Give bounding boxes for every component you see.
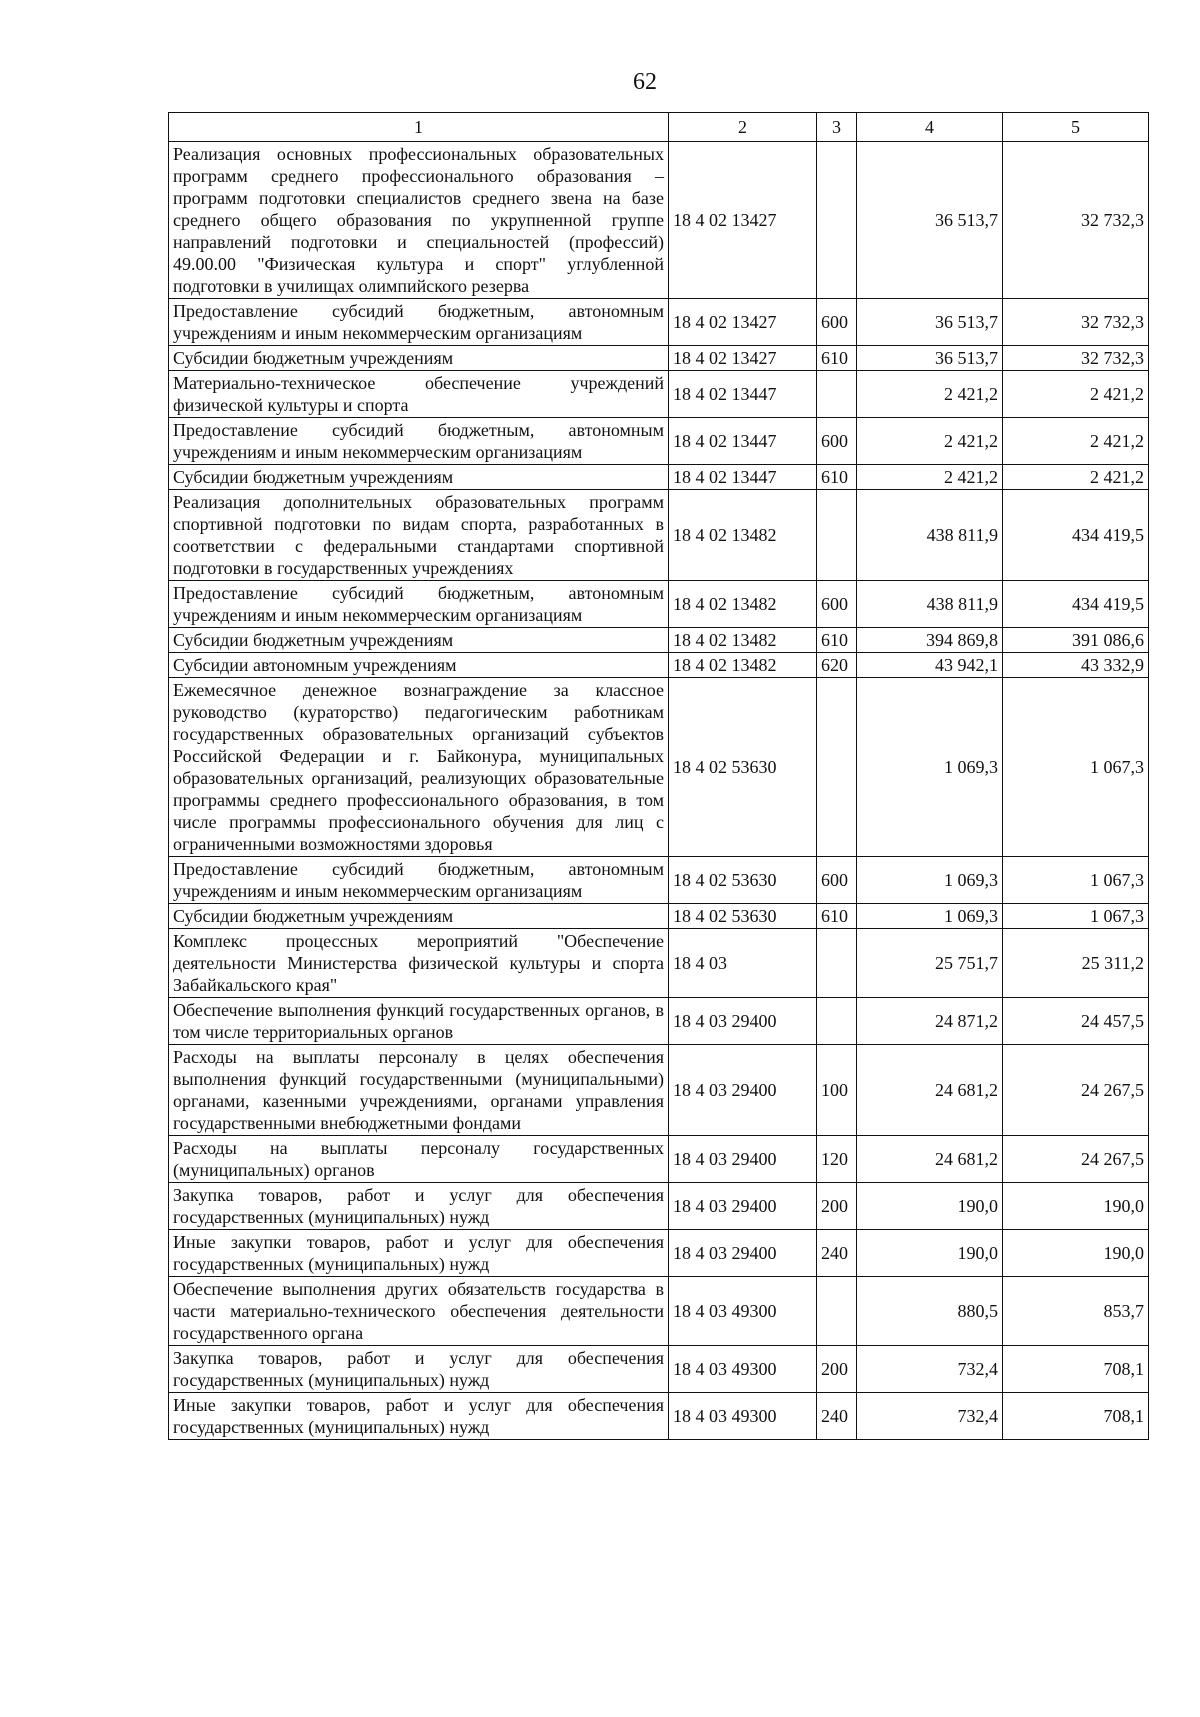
row-code-cell: 18 4 02 13427 <box>669 142 817 299</box>
table-row <box>169 581 1149 628</box>
row-value-col4-cell: 36 513,7 <box>857 142 1003 299</box>
row-value-col4-cell: 732,4 <box>857 1393 1003 1440</box>
row-name-cell: Субсидии автономным учреждениям <box>169 653 669 678</box>
row-value-col4-cell: 190,0 <box>857 1183 1003 1230</box>
column-header-3: 3 <box>817 113 857 142</box>
row-name-cell: Закупка товаров, работ и услуг для обеспечения государственных (муниципальных) нужд <box>169 1183 669 1230</box>
table-row <box>169 678 1149 857</box>
row-value-col4-cell: 2 421,2 <box>857 465 1003 490</box>
row-value-col5-cell: 434 419,5 <box>1003 490 1149 581</box>
row-value-col4-cell: 732,4 <box>857 1346 1003 1393</box>
row-value-col4-cell: 43 942,1 <box>857 653 1003 678</box>
row-value-col4-cell: 880,5 <box>857 1277 1003 1346</box>
row-code-cell: 18 4 03 49300 <box>669 1393 817 1440</box>
row-value-col5-cell: 2 421,2 <box>1003 371 1149 418</box>
row-name-cell: Предоставление субсидий бюджетным, автономным учреждениям и иным некоммерческим организациям <box>169 581 669 628</box>
row-type-cell: 600 <box>817 299 857 346</box>
row-value-col5-cell: 24 267,5 <box>1003 1045 1149 1136</box>
row-code-cell: 18 4 02 13482 <box>669 490 817 581</box>
row-value-col4-cell: 394 869,8 <box>857 628 1003 653</box>
row-value-col5-cell: 708,1 <box>1003 1393 1149 1440</box>
row-value-col5-cell: 853,7 <box>1003 1277 1149 1346</box>
row-value-col5-cell: 25 311,2 <box>1003 929 1149 998</box>
table-row <box>169 1230 1149 1277</box>
row-type-cell: 600 <box>817 581 857 628</box>
row-value-col4-cell: 25 751,7 <box>857 929 1003 998</box>
row-value-col5-cell: 1 067,3 <box>1003 904 1149 929</box>
row-code-cell: 18 4 02 53630 <box>669 904 817 929</box>
table-row <box>169 1183 1149 1230</box>
row-code-cell: 18 4 03 <box>669 929 817 998</box>
row-type-cell <box>817 490 857 581</box>
row-value-col4-cell: 1 069,3 <box>857 678 1003 857</box>
row-value-col4-cell: 438 811,9 <box>857 581 1003 628</box>
row-code-cell: 18 4 02 13427 <box>669 346 817 371</box>
table-row <box>169 299 1149 346</box>
table-row <box>169 1045 1149 1136</box>
row-value-col5-cell: 2 421,2 <box>1003 465 1149 490</box>
row-type-cell: 240 <box>817 1393 857 1440</box>
row-type-cell: 610 <box>817 904 857 929</box>
row-value-col4-cell: 24 871,2 <box>857 998 1003 1045</box>
row-value-col5-cell: 434 419,5 <box>1003 581 1149 628</box>
row-value-col4-cell: 190,0 <box>857 1230 1003 1277</box>
row-code-cell: 18 4 03 29400 <box>669 1230 817 1277</box>
row-type-cell <box>817 142 857 299</box>
row-type-cell: 200 <box>817 1183 857 1230</box>
table-body <box>169 142 1149 1440</box>
row-value-col5-cell: 708,1 <box>1003 1346 1149 1393</box>
row-code-cell: 18 4 03 29400 <box>669 1136 817 1183</box>
row-value-col5-cell: 24 267,5 <box>1003 1136 1149 1183</box>
row-name-cell: Иные закупки товаров, работ и услуг для обеспечения государственных (муниципальных) нужд <box>169 1393 669 1440</box>
row-type-cell: 610 <box>817 346 857 371</box>
row-value-col4-cell: 1 069,3 <box>857 904 1003 929</box>
row-name-cell: Обеспечение выполнения других обязательств государства в части материально-технического обеспечения деятельности государственного органа <box>169 1277 669 1346</box>
row-value-col4-cell: 36 513,7 <box>857 346 1003 371</box>
row-code-cell: 18 4 03 29400 <box>669 1183 817 1230</box>
table-row <box>169 371 1149 418</box>
row-name-cell: Предоставление субсидий бюджетным, автономным учреждениям и иным некоммерческим организациям <box>169 299 669 346</box>
row-name-cell: Реализация основных профессиональных образовательных программ среднего профессионального образования – программ подготовки специалистов среднего звена на базе среднего общего образования по укрупненной группе направлений подготовки и специальностей (профессий) 49.00.00 "Физическая культура и спорт" углубленной подготовки в училищах олимпийского резерва <box>169 142 669 299</box>
row-code-cell: 18 4 02 13482 <box>669 628 817 653</box>
row-name-cell: Предоставление субсидий бюджетным, автономным учреждениям и иным некоммерческим организациям <box>169 418 669 465</box>
row-value-col5-cell: 1 067,3 <box>1003 857 1149 904</box>
row-name-cell: Субсидии бюджетным учреждениям <box>169 904 669 929</box>
table-row <box>169 929 1149 998</box>
row-name-cell: Расходы на выплаты персоналу в целях обеспечения выполнения функций государственными (муниципальными) органами, казенными учреждениями, органами управления государственными внебюджетными фондами <box>169 1045 669 1136</box>
row-value-col4-cell: 1 069,3 <box>857 857 1003 904</box>
row-type-cell: 120 <box>817 1136 857 1183</box>
table-row <box>169 628 1149 653</box>
row-name-cell: Субсидии бюджетным учреждениям <box>169 346 669 371</box>
row-value-col5-cell: 32 732,3 <box>1003 346 1149 371</box>
row-name-cell: Ежемесячное денежное вознаграждение за классное руководство (кураторство) педагогическим работникам государственных образовательных организаций субъектов Российской Федерации и г. Байконура, муниципальных образовательных организаций, реализующих образовательные программы среднего профессионального образования, в том числе программы профессионального обучения для лиц с ограниченными возможностями здоровья <box>169 678 669 857</box>
column-header-4: 4 <box>857 113 1003 142</box>
row-value-col5-cell: 32 732,3 <box>1003 299 1149 346</box>
row-name-cell: Комплекс процессных мероприятий "Обеспечение деятельности Министерства физической культуры и спорта Забайкальского края" <box>169 929 669 998</box>
row-type-cell: 610 <box>817 628 857 653</box>
row-value-col4-cell: 438 811,9 <box>857 490 1003 581</box>
table-row <box>169 857 1149 904</box>
row-name-cell: Субсидии бюджетным учреждениям <box>169 465 669 490</box>
row-name-cell: Расходы на выплаты персоналу государственных (муниципальных) органов <box>169 1136 669 1183</box>
table-row <box>169 490 1149 581</box>
row-value-col5-cell: 32 732,3 <box>1003 142 1149 299</box>
row-type-cell <box>817 678 857 857</box>
row-type-cell: 600 <box>817 418 857 465</box>
row-type-cell <box>817 998 857 1045</box>
row-name-cell: Иные закупки товаров, работ и услуг для обеспечения государственных (муниципальных) нужд <box>169 1230 669 1277</box>
header-row <box>169 113 1149 142</box>
column-header-1: 1 <box>169 113 669 142</box>
row-name-cell: Материально-техническое обеспечение учреждений физической культуры и спорта <box>169 371 669 418</box>
row-type-cell: 620 <box>817 653 857 678</box>
row-name-cell: Закупка товаров, работ и услуг для обеспечения государственных (муниципальных) нужд <box>169 1346 669 1393</box>
row-code-cell: 18 4 02 13447 <box>669 465 817 490</box>
table-row <box>169 1346 1149 1393</box>
row-name-cell: Предоставление субсидий бюджетным, автономным учреждениям и иным некоммерческим организациям <box>169 857 669 904</box>
row-value-col4-cell: 24 681,2 <box>857 1136 1003 1183</box>
row-code-cell: 18 4 02 13447 <box>669 418 817 465</box>
row-name-cell: Обеспечение выполнения функций государственных органов, в том числе территориальных органов <box>169 998 669 1045</box>
row-type-cell: 610 <box>817 465 857 490</box>
table-row <box>169 418 1149 465</box>
column-header-5: 5 <box>1003 113 1149 142</box>
row-type-cell: 200 <box>817 1346 857 1393</box>
row-name-cell: Субсидии бюджетным учреждениям <box>169 628 669 653</box>
row-code-cell: 18 4 02 13427 <box>669 299 817 346</box>
budget-table <box>168 112 1149 1440</box>
row-value-col5-cell: 24 457,5 <box>1003 998 1149 1045</box>
table-header <box>169 113 1149 142</box>
table-row <box>169 1136 1149 1183</box>
table-row <box>169 1277 1149 1346</box>
column-header-2: 2 <box>669 113 817 142</box>
table-row <box>169 142 1149 299</box>
row-code-cell: 18 4 03 49300 <box>669 1277 817 1346</box>
row-type-cell: 240 <box>817 1230 857 1277</box>
table-row <box>169 998 1149 1045</box>
row-value-col4-cell: 24 681,2 <box>857 1045 1003 1136</box>
table-row <box>169 465 1149 490</box>
row-value-col5-cell: 190,0 <box>1003 1230 1149 1277</box>
row-type-cell: 600 <box>817 857 857 904</box>
row-value-col5-cell: 190,0 <box>1003 1183 1149 1230</box>
row-code-cell: 18 4 03 29400 <box>669 1045 817 1136</box>
row-code-cell: 18 4 02 53630 <box>669 857 817 904</box>
row-name-cell: Реализация дополнительных образовательных программ спортивной подготовки по видам спорта, разработанных в соответствии с федеральными стандартами спортивной подготовки в государственных учреждениях <box>169 490 669 581</box>
row-value-col4-cell: 36 513,7 <box>857 299 1003 346</box>
row-value-col5-cell: 43 332,9 <box>1003 653 1149 678</box>
table-row <box>169 653 1149 678</box>
row-value-col5-cell: 391 086,6 <box>1003 628 1149 653</box>
row-code-cell: 18 4 03 29400 <box>669 998 817 1045</box>
page-number: 62 <box>633 69 657 95</box>
row-type-cell <box>817 1277 857 1346</box>
table-row <box>169 1393 1149 1440</box>
row-code-cell: 18 4 03 49300 <box>669 1346 817 1393</box>
row-code-cell: 18 4 02 13482 <box>669 653 817 678</box>
row-code-cell: 18 4 02 13447 <box>669 371 817 418</box>
row-value-col5-cell: 1 067,3 <box>1003 678 1149 857</box>
row-value-col5-cell: 2 421,2 <box>1003 418 1149 465</box>
table-row <box>169 346 1149 371</box>
table-row <box>169 904 1149 929</box>
row-value-col4-cell: 2 421,2 <box>857 371 1003 418</box>
row-type-cell: 100 <box>817 1045 857 1136</box>
row-type-cell <box>817 371 857 418</box>
row-code-cell: 18 4 02 13482 <box>669 581 817 628</box>
row-type-cell <box>817 929 857 998</box>
row-code-cell: 18 4 02 53630 <box>669 678 817 857</box>
row-value-col4-cell: 2 421,2 <box>857 418 1003 465</box>
